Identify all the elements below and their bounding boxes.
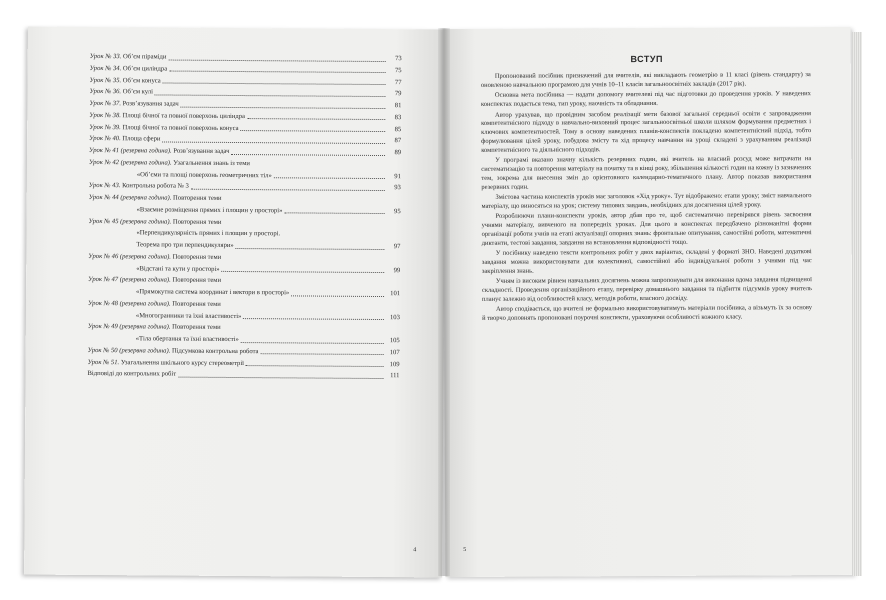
toc-title: Узагальнення знань із теми [173, 159, 250, 167]
toc-leader-dots [246, 365, 384, 367]
toc-subtitle: «Взаємне розміщення прямих і площин у просторі» [136, 206, 283, 215]
toc-entry [89, 182, 401, 193]
toc-entry [88, 300, 400, 322]
toc-title: Повторення теми [172, 276, 222, 285]
toc-entry [88, 217, 400, 251]
paragraph: У програмі вказано значну кількість резервних годин, які вчитель на власний розсуд може витрачати на систематизацію та повторення матеріалу на початку та в кінці року, збільшення кількості годин на кожну із зазначених тем, зокрема для внесення змін до орієнтовного календарно-тематичного плану. Автор показав використання резервних годин. [481, 155, 812, 191]
toc-leader-dots [247, 118, 385, 120]
toc-title: Підсумкова контрольна робота [171, 347, 259, 355]
toc-entry [89, 135, 401, 146]
toc-entry [88, 358, 400, 369]
toc-entry [89, 88, 401, 99]
paragraph: Змістова частина конспектів уроків має заголовок «Хід уроку». Тут відображено: етапи уроку; зміст навчального матеріалу, що виносяться на урок; систему типових завдань, необхідних для досягнення цілей уроку. [481, 192, 812, 210]
toc-page-number: 81 [394, 102, 402, 110]
toc-lesson-number: Урок № 44 (резервна година). [88, 193, 172, 202]
toc-entry [90, 65, 402, 76]
toc-page-number: 73 [395, 55, 402, 63]
toc-title: Розв’язування задач [173, 147, 230, 155]
toc-entry [89, 100, 401, 111]
toc-leader-dots [231, 154, 385, 156]
toc-page-number: 85 [394, 125, 402, 133]
toc-entry [88, 323, 400, 345]
toc-entry [88, 347, 400, 358]
toc-title: Площа сфери [122, 135, 161, 143]
paragraph: Учням із високим рівнем навчальних досягнень можна запропонувати для виконання вдома завдання підвищеної складності. Проведення організаційного етапу, перевірку домашнього завдання та підбиття підсумків уроку вчитель планує залежно від особливостей класу, методів роботи, власного досвіду. [481, 276, 812, 303]
toc-leader-dots [284, 213, 384, 215]
book-spine [438, 28, 450, 576]
toc-page-number: 109 [389, 360, 400, 368]
toc-lesson-number: Урок № 51. [87, 358, 120, 366]
intro-text [481, 71, 812, 325]
toc-subtitle: «Тіла обертання та їхні властивості» [135, 335, 239, 344]
paragraph: Основна мета посібника — надати допомогу вчителеві під час підготовки до проведення уроків. У наведених конспектах подається тема, тип уроку, наочність та обладнання. [480, 90, 811, 108]
toc-page-number: 111 [390, 372, 400, 380]
toc-title: Контрольна робота № 3 [122, 182, 189, 190]
toc-page-number: 77 [394, 78, 402, 86]
toc-title: Повторення теми [172, 253, 222, 261]
toc-page-number: 107 [389, 348, 400, 356]
toc-leader-dots [260, 353, 383, 355]
toc-subtitle: «Об’єми та площі поверхонь геометричних тіл» [136, 170, 272, 179]
page-number-right: 5 [463, 546, 467, 553]
toc-entry [89, 123, 401, 134]
toc-lesson-number: Урок № 45 (резервна година). [88, 217, 172, 226]
table-of-contents [87, 53, 401, 384]
toc-entry [88, 253, 400, 275]
toc-entry [89, 147, 401, 158]
toc-leader-dots [168, 59, 385, 62]
toc-entry [87, 370, 399, 381]
toc-lesson-number: Урок № 47 (резервна година). [88, 276, 171, 284]
toc-leader-dots [274, 177, 385, 179]
toc-subtitle: «Прямокутна система координат і вектори в просторі» [136, 288, 290, 297]
toc-page-number: 105 [389, 337, 400, 345]
toc-entry [89, 194, 401, 216]
toc-title: Площі бічної та повної поверхонь циліндра [122, 111, 246, 120]
toc-lesson-number: Урок № 41 (резервна година). [89, 146, 172, 155]
toc-leader-dots [291, 295, 384, 297]
toc-page-number: 93 [394, 184, 401, 192]
page-number-left: 4 [413, 547, 417, 554]
toc-title: Об’єм циліндра [122, 64, 168, 73]
toc-title: Повторення теми [172, 218, 222, 226]
toc-lesson-number: Урок № 50 (резервна година). [87, 346, 171, 355]
toc-subtitle: «Многогранники та їхні властивості» [135, 311, 242, 320]
toc-page-number: 103 [389, 313, 400, 321]
page-edges [852, 32, 862, 576]
section-heading: ВСТУП [630, 53, 664, 65]
toc-entry [89, 159, 401, 181]
toc-lesson-number: Урок № 37. [89, 99, 122, 108]
toc-title: Узагальнення шкільного курсу стереометрії [120, 358, 245, 367]
toc-lesson-number: Урок № 40. [89, 135, 121, 143]
toc-leader-dots [155, 94, 386, 97]
toc-page-number: 89 [394, 149, 402, 157]
open-book [20, 28, 870, 588]
toc-leader-dots [178, 376, 383, 378]
toc-title: Повторення теми [172, 300, 221, 308]
toc-title: Розв’язування задач [122, 100, 179, 108]
toc-leader-dots [236, 248, 385, 250]
toc-subtitle: Теорема про три перпендикуляри» [136, 241, 234, 249]
toc-entry [90, 76, 402, 87]
toc-lesson-number: Урок № 39. [89, 123, 121, 131]
toc-lesson-number: Урок № 34. [89, 64, 122, 72]
toc-leader-dots [191, 189, 385, 191]
toc-page-number: 91 [394, 172, 401, 180]
toc-title: Об’єм піраміди [122, 53, 167, 61]
right-page [443, 27, 854, 577]
toc-entry [89, 112, 401, 123]
toc-leader-dots [243, 318, 384, 320]
paragraph: Пропонований посібник призначений для вчителів, які викладають геометрію в 11 класі (рівень стандарту) за оновленою навчальною програмою для учнів 10–11 класів загальноосвітніх закладів (2017 рік). [480, 71, 811, 89]
toc-page-number: 75 [395, 66, 402, 74]
paragraph: Розроблюючи плани-конспекти уроків, автор дбав про те, щоб систематично перевірявся рівень засвоєння учнями матеріалу, вивченого на попередніх уроках. Для цього в конспектах передбачено різноманітні форми організації роботи учнів на етапі актуалізації опорних знань: фронтальне опитування, самостійні роботи, математичні диктанти, тестові завдання, завдання на встановлення відповідності тощо. [481, 211, 812, 247]
toc-page-number: 95 [394, 207, 401, 215]
toc-lesson-number: Урок № 42 (резервна година). [88, 158, 172, 167]
toc-title: Повторення теми [172, 194, 222, 202]
toc-lesson-number: Урок № 35. [89, 76, 122, 84]
toc-lesson-number: Урок № 38. [89, 111, 121, 119]
toc-lesson-number: Урок № 43. [88, 182, 121, 190]
paragraph: Автор сподівається, що вчителі не формально використовуватимуть матеріали посібника, а візьмуть їх за основу й творчо доповнять пропоновані поурочні конспекти, ураховуючи особливості кожного класу. [482, 304, 813, 323]
toc-leader-dots [222, 271, 385, 273]
toc-page-number: 87 [394, 137, 402, 145]
toc-lesson-number: Урок № 46 (резервна година). [88, 252, 171, 261]
toc-lesson-number: Урок № 36. [89, 88, 122, 96]
toc-title: Повторення теми [172, 323, 221, 332]
toc-leader-dots [181, 106, 386, 108]
toc-lesson-number: Урок № 48 (резервна година). [87, 299, 171, 308]
toc-lesson-number: Урок № 49 (резервна година). [87, 323, 171, 331]
toc-subtitle: «Перпендикулярність прямих і площин у просторі. [136, 229, 281, 238]
left-page [24, 27, 446, 578]
toc-leader-dots [163, 83, 386, 86]
toc-title: Площі бічної та повної поверхонь конуса [122, 123, 239, 132]
toc-entry [88, 276, 400, 298]
toc-page-number: 83 [394, 113, 402, 121]
toc-entry [90, 53, 402, 64]
toc-lesson-number: Урок № 33. [89, 52, 122, 61]
toc-title: Об’єм конуса [122, 76, 161, 84]
toc-title: Об’єм кулі [122, 88, 153, 96]
toc-leader-dots [241, 342, 384, 344]
toc-leader-dots [241, 130, 386, 132]
toc-page-number: 101 [390, 290, 401, 298]
toc-page-number: 97 [393, 243, 401, 251]
toc-page-number: 99 [393, 266, 401, 274]
toc-subtitle: «Відстані та кути у просторі» [136, 264, 220, 273]
toc-leader-dots [162, 141, 385, 144]
toc-title: Відповіді до контрольних робіт [87, 370, 177, 378]
toc-leader-dots [169, 71, 385, 74]
paragraph: Автор урахував, що провідним засобом реалізації мети базової загальної середньої освіти є запровадження компетентнісного підходу в навчально-виховний процес загальноосвітньої школи шляхом формування предметних і ключових компетентностей. Тому в основу наведених планів-конспектів покладено компетентнісний підхід, тобто формулювання цілей уроку, побудова змісту та хід процесу навчання на уроці складені з урахуванням реалізації компетентнісного та діяльнісного підходів. [481, 109, 812, 154]
toc-page-number: 79 [394, 90, 402, 98]
paragraph: У посібнику наведено тексти контрольних робіт у двох варіантах, складені у форматі ЗНО. Наведені додаткові завдання можна використовувати для колективної, самостійної або індивідуальної роботи з учнями під час закріплення знань. [481, 248, 812, 275]
